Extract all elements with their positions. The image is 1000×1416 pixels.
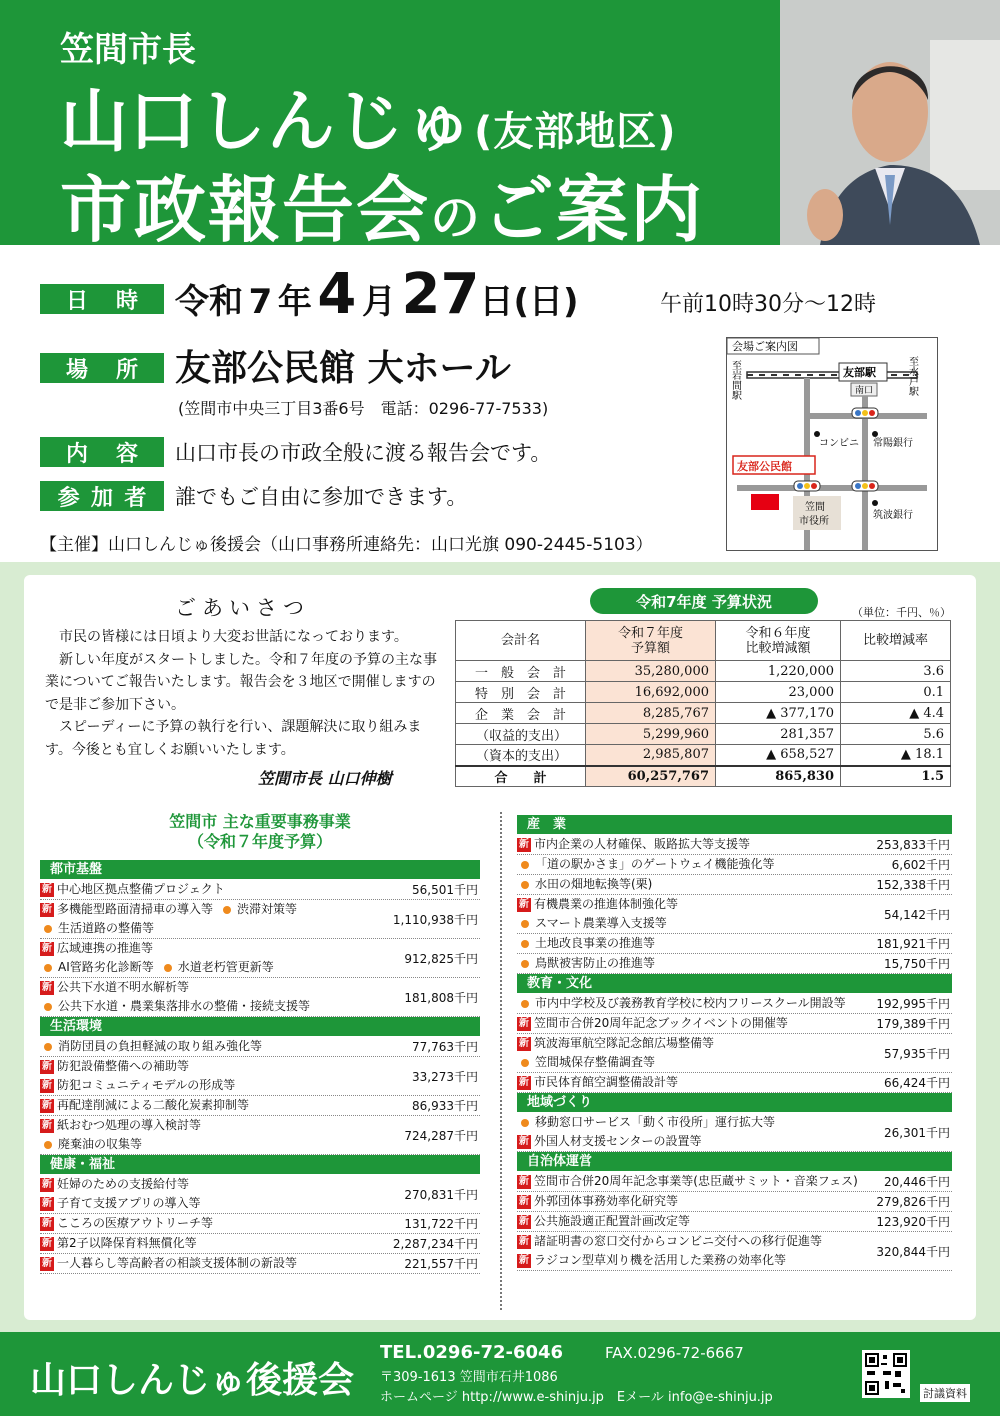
bullet-dot-icon: [521, 1059, 529, 1067]
col-header: 令和７年度 予算額: [586, 621, 716, 661]
bullet-dot-icon: [521, 960, 529, 968]
table-row: [456, 703, 951, 724]
map-tsukuba-bank: 筑波銀行: [873, 510, 913, 521]
project-item: [517, 954, 952, 974]
table-cell: 1.5: [841, 766, 951, 787]
project-text: 市内企業の人材確保、販路拡大等支援等: [534, 837, 751, 851]
project-text: 市内中学校及び義務教育学校に校内フリースクール開設等: [535, 996, 846, 1010]
bullet-dot-icon: [521, 1000, 529, 1008]
new-badge: 新: [519, 1235, 529, 1247]
footer-web: ホームページ http://www.e-shinju.jp Eメール info@e-shinju.jp: [380, 1390, 773, 1405]
projects-title-line1: 笠間市 主な重要事務事業: [169, 812, 351, 831]
table-cell: 企 業 会 計: [456, 703, 586, 724]
participant-label: 参 加 者: [40, 481, 164, 511]
new-badge: 新: [42, 883, 52, 895]
project-amount: 77,763千円: [412, 1040, 478, 1054]
project-amount: 192,995千円: [876, 997, 950, 1011]
project-item: [40, 939, 480, 978]
project-text: 水道老朽管更新等: [177, 960, 274, 974]
table-cell: ▲ 18.1: [841, 745, 951, 766]
map-joyo-bank: 常陽銀行: [873, 438, 913, 449]
new-badge: 新: [42, 1099, 52, 1111]
table-cell: ▲ 4.4: [841, 703, 951, 724]
event-date: 令和 7 年 4 月 27日(日): [175, 262, 579, 327]
footer-address: 〒309-1613 笠間市石井1086: [380, 1370, 558, 1385]
col-header: 比較増減率: [841, 621, 951, 661]
table-cell: 2,985,807: [586, 745, 716, 766]
table-cell: （収益的支出）: [456, 724, 586, 745]
project-item: [517, 1014, 952, 1034]
projects-title: [40, 812, 480, 852]
project-amount: 86,933千円: [412, 1099, 478, 1113]
category-header: 産 業: [517, 815, 952, 834]
greeting-body: [45, 626, 437, 761]
project-text: 中心地区拠点整備プロジェクト: [57, 882, 225, 896]
new-badge: 新: [519, 838, 529, 850]
new-badge: 新: [519, 1037, 529, 1049]
project-amount: 131,722千円: [404, 1217, 478, 1231]
project-text: 市民体育館空調整備設計等: [534, 1075, 679, 1089]
qr-code-icon: [862, 1350, 910, 1398]
project-item: [517, 1113, 952, 1152]
bullet-dot-icon: [223, 906, 231, 914]
project-amount: 724,287千円: [404, 1128, 478, 1143]
project-item: [40, 1254, 480, 1274]
project-text: こころの医療アウトリーチ等: [57, 1216, 214, 1230]
bullet-dot-icon: [44, 1043, 52, 1051]
project-amount: 320,844千円: [876, 1244, 950, 1259]
project-text: 防犯設備整備への補助等: [57, 1059, 190, 1073]
category-header: 地域づくり: [517, 1093, 952, 1112]
bullet-dot-icon: [521, 861, 529, 869]
new-badge: 新: [519, 1195, 529, 1207]
header-title-name: [60, 68, 677, 165]
greeting-title: ごあいさつ: [175, 596, 310, 620]
title-guide: ご案内: [482, 168, 705, 252]
table-cell: 16,692,000: [586, 682, 716, 703]
project-text: 筑波海軍航空隊記念館広場整備等: [534, 1036, 715, 1050]
projects-left-column: [40, 860, 480, 1274]
event-time: 午前10時30分～12時: [660, 292, 876, 317]
project-text: 有機農業の推進体制強化等: [534, 897, 679, 911]
project-text: 第2子以降保育料無償化等: [57, 1236, 197, 1250]
project-item: [40, 1096, 480, 1116]
project-item: [40, 1057, 480, 1096]
project-text: スマート農業導入支援等: [535, 916, 667, 930]
project-amount: 54,142千円: [884, 907, 950, 922]
table-cell: 3.6: [841, 661, 951, 682]
signature: 笠間市長 山口伸樹: [258, 769, 392, 788]
table-cell: 合 計: [456, 766, 586, 787]
project-item: [517, 875, 952, 895]
table-cell: 特 別 会 計: [456, 682, 586, 703]
project-amount: 6,602千円: [891, 858, 950, 872]
table-cell: ▲ 658,527: [716, 745, 841, 766]
project-item: [40, 1116, 480, 1155]
project-item: [40, 1175, 480, 1214]
project-item: [517, 994, 952, 1014]
project-text: 公共施設適正配置計画改定等: [534, 1214, 691, 1228]
venue-address: (笠間市中央三丁目3番6号 電話：0296-77-7533): [178, 399, 549, 418]
project-text: 諸証明書の窓口交付からコンビニ交付への移行促進等: [534, 1234, 823, 1248]
project-amount: 15,750千円: [884, 957, 950, 971]
project-amount: 66,424千円: [884, 1076, 950, 1090]
new-badge: 新: [42, 1178, 52, 1190]
project-text: 子育て支援アプリの導入等: [57, 1196, 201, 1210]
project-item: [517, 1034, 952, 1073]
new-badge: 新: [42, 981, 52, 993]
project-item: [40, 900, 480, 939]
footer-fax: FAX.0296-72-6667: [605, 1344, 744, 1362]
bullet-dot-icon: [521, 1119, 529, 1127]
project-item: [40, 1214, 480, 1234]
map-south-exit: 南口: [855, 386, 874, 396]
table-cell: 35,280,000: [586, 661, 716, 682]
new-badge: 新: [42, 942, 52, 954]
new-badge: 新: [519, 1135, 529, 1147]
project-item: [517, 1172, 952, 1192]
project-text: 土地改良事業の推進等: [535, 936, 656, 950]
project-amount: 2,287,234千円: [392, 1237, 478, 1251]
bullet-dot-icon: [44, 1141, 52, 1149]
new-badge: 新: [519, 1175, 529, 1187]
new-badge: 新: [519, 1215, 529, 1227]
project-text: 渋滞対策等: [237, 902, 298, 916]
title-name: 山口しんじゅ: [60, 83, 475, 162]
content-label: 内 容: [40, 437, 164, 467]
new-badge: 新: [42, 1197, 52, 1209]
new-badge: 新: [42, 1119, 52, 1131]
header-title-event: [60, 152, 704, 256]
title-area: (友部地区): [474, 109, 677, 155]
project-amount: 20,446千円: [884, 1175, 950, 1189]
header-subtitle: 笠間市長: [60, 30, 196, 70]
project-item: [517, 835, 952, 855]
new-badge: 新: [42, 1079, 52, 1091]
project-item: [40, 1234, 480, 1254]
table-row: [456, 745, 951, 766]
projects-right-column: [517, 815, 952, 1271]
project-text: 廃棄油の収集等: [58, 1137, 143, 1151]
greeting-paragraph: 新しい年度がスタートしました。令和７年度の予算の主な事業についてご報告いたします。報告会を３地区で開催しますので是非ご参加下さい。: [45, 651, 437, 713]
project-amount: 33,273千円: [412, 1069, 478, 1084]
venue-map: [726, 337, 938, 551]
project-item: [517, 1212, 952, 1232]
table-row: [456, 682, 951, 703]
greeting-paragraph: スピーディーに予算の執行を行い、課題解決に取り組みます。今後とも宜しくお願いいたします。: [45, 719, 422, 758]
new-badge: 新: [519, 898, 529, 910]
mayor-photo: [780, 0, 1000, 245]
project-item: [517, 855, 952, 875]
project-amount: 181,808千円: [404, 990, 478, 1005]
project-text: 紙おむつ処理の導入検討等: [57, 1118, 202, 1132]
bullet-dot-icon: [44, 1003, 52, 1011]
venue-name: 友部公民館 大ホール: [175, 348, 511, 389]
organizer: 【主催】山口しんじゅ後援会（山口事務所連絡先：山口光旗 090-2445-5103）: [40, 535, 653, 555]
project-item: [40, 1037, 480, 1057]
table-cell: 1,220,000: [716, 661, 841, 682]
new-badge: 新: [42, 1060, 52, 1072]
table-cell: 8,285,767: [586, 703, 716, 724]
map-to-mito: 至水戸駅: [906, 356, 918, 396]
table-cell: 281,357: [716, 724, 841, 745]
project-amount: 179,389千円: [876, 1017, 950, 1031]
category-header: 都市基盤: [40, 860, 480, 879]
project-text: 笠間城保存整備調査等: [535, 1055, 656, 1069]
project-text: 「道の駅かさま」のゲートウェイ機能強化等: [535, 857, 775, 871]
table-row: [456, 724, 951, 745]
category-header: 健康・福祉: [40, 1155, 480, 1174]
project-text: 生活道路の整備等: [58, 921, 155, 935]
column-divider: [500, 812, 502, 1310]
map-city-office-2: 市役所: [799, 516, 829, 527]
map-city-office-1: 笠間: [805, 502, 825, 513]
project-text: 消防団員の負担軽減の取り組み強化等: [58, 1039, 263, 1053]
new-badge: 新: [519, 1017, 529, 1029]
col-header: 令和６年度 比較増減額: [716, 621, 841, 661]
bullet-dot-icon: [521, 881, 529, 889]
category-header: 生活環境: [40, 1017, 480, 1036]
project-text: AI管路劣化診断等: [58, 960, 154, 974]
project-item: [517, 1073, 952, 1093]
table-cell: 一 般 会 計: [456, 661, 586, 682]
category-header: 自治体運営: [517, 1152, 952, 1171]
title-event: 市政報告会: [60, 168, 431, 252]
map-title: 会場ご案内図: [732, 340, 798, 353]
map-venue: 友部公民館: [737, 460, 792, 473]
table-cell: （資本的支出）: [456, 745, 586, 766]
bullet-dot-icon: [521, 940, 529, 948]
project-text: ラジコン型草刈り機を活用した業務の効率化等: [534, 1253, 787, 1267]
project-text: 防犯コミュニティモデルの形成等: [57, 1078, 236, 1092]
project-amount: 221,557千円: [404, 1257, 478, 1271]
table-header-row: [456, 621, 951, 661]
footer-org-name: 山口しんじゅ後援会: [30, 1360, 355, 1401]
project-amount: 1,110,938千円: [392, 912, 478, 927]
table-row: [456, 661, 951, 682]
project-text: 移動窓口サービス「動く市役所」運行拡大等: [535, 1115, 776, 1129]
table-cell: 5,299,960: [586, 724, 716, 745]
new-badge: 新: [42, 1257, 52, 1269]
bullet-dot-icon: [44, 964, 52, 972]
project-amount: 279,826千円: [876, 1195, 950, 1209]
project-amount: 57,935千円: [884, 1046, 950, 1061]
venue-label: 場 所: [40, 353, 164, 383]
table-row: [456, 766, 951, 787]
title-no: の: [430, 189, 483, 247]
budget-table: [455, 620, 951, 787]
project-amount: 123,920千円: [876, 1215, 950, 1229]
project-text: 水田の畑地転換等(栗): [535, 877, 653, 891]
project-text: 再配達削減による二酸化炭素抑制等: [57, 1098, 250, 1112]
content-text: 山口市長の市政全般に渡る報告会です。: [175, 441, 552, 465]
projects-title-line2: （令和７年度予算）: [187, 832, 332, 851]
project-item: [40, 978, 480, 1017]
project-amount: 56,501千円: [412, 883, 478, 897]
date-label: 日 時: [40, 284, 164, 314]
budget-title: 令和7年度 予算状況: [590, 588, 818, 614]
new-badge: 新: [42, 1237, 52, 1249]
bullet-dot-icon: [164, 964, 172, 972]
project-amount: 270,831千円: [404, 1187, 478, 1202]
project-item: [40, 880, 480, 900]
col-header: 会計名: [456, 621, 586, 661]
greeting-paragraph: 市民の皆様には日頃より大変お世話になっております。: [59, 629, 408, 645]
project-text: 広域連携の推進等: [57, 941, 154, 955]
project-text: 鳥獣被害防止の推進等: [535, 956, 656, 970]
project-text: 妊婦のための支援給付等: [57, 1177, 190, 1191]
project-amount: 253,833千円: [876, 838, 950, 852]
new-badge: 新: [519, 1076, 529, 1088]
budget-unit: （単位：千円、％）: [852, 606, 951, 619]
project-text: 笠間市合併20周年記念事業等(忠臣蔵サミット・音楽フェス): [534, 1174, 858, 1188]
project-text: 公共下水道・農業集落排水の整備・接続支援等: [58, 999, 311, 1013]
project-amount: 181,921千円: [876, 937, 950, 951]
new-badge: 新: [42, 1217, 52, 1229]
participant-text: 誰でもご自由に参加できます。: [175, 485, 468, 509]
table-cell: 5.6: [841, 724, 951, 745]
category-header: 教育・文化: [517, 974, 952, 993]
table-cell: 23,000: [716, 682, 841, 703]
map-convenience: コンビニ: [819, 438, 859, 449]
table-cell: 0.1: [841, 682, 951, 703]
project-item: [517, 934, 952, 954]
project-item: [517, 1232, 952, 1271]
project-text: 多機能型路面清掃車の導入等: [57, 902, 214, 916]
table-cell: 60,257,767: [586, 766, 716, 787]
project-amount: 152,338千円: [876, 878, 950, 892]
project-item: [517, 895, 952, 934]
project-text: 公共下水道不明水解析等: [57, 980, 190, 994]
footer-tel: TEL.0296-72-6046: [380, 1342, 564, 1363]
table-cell: ▲ 377,170: [716, 703, 841, 724]
discussion-material-badge: 討議資料: [920, 1384, 970, 1402]
map-to-iwama: 至岩間駅: [729, 360, 741, 400]
new-badge: 新: [42, 903, 52, 915]
project-text: 一人暮らし等高齢者の相談支援体制の新設等: [57, 1256, 298, 1270]
project-text: 笠間市合併20周年記念ブックイベントの開催等: [534, 1016, 788, 1030]
map-station: 友部駅: [843, 366, 876, 379]
project-amount: 26,301千円: [884, 1125, 950, 1140]
bullet-dot-icon: [44, 925, 52, 933]
project-text: 外国人材支援センターの設置等: [534, 1134, 702, 1148]
new-badge: 新: [519, 1254, 529, 1266]
project-amount: 912,825千円: [404, 951, 478, 966]
project-text: 外郭団体事務効率化研究等: [534, 1194, 679, 1208]
table-cell: 865,830: [716, 766, 841, 787]
bullet-dot-icon: [521, 920, 529, 928]
project-item: [517, 1192, 952, 1212]
